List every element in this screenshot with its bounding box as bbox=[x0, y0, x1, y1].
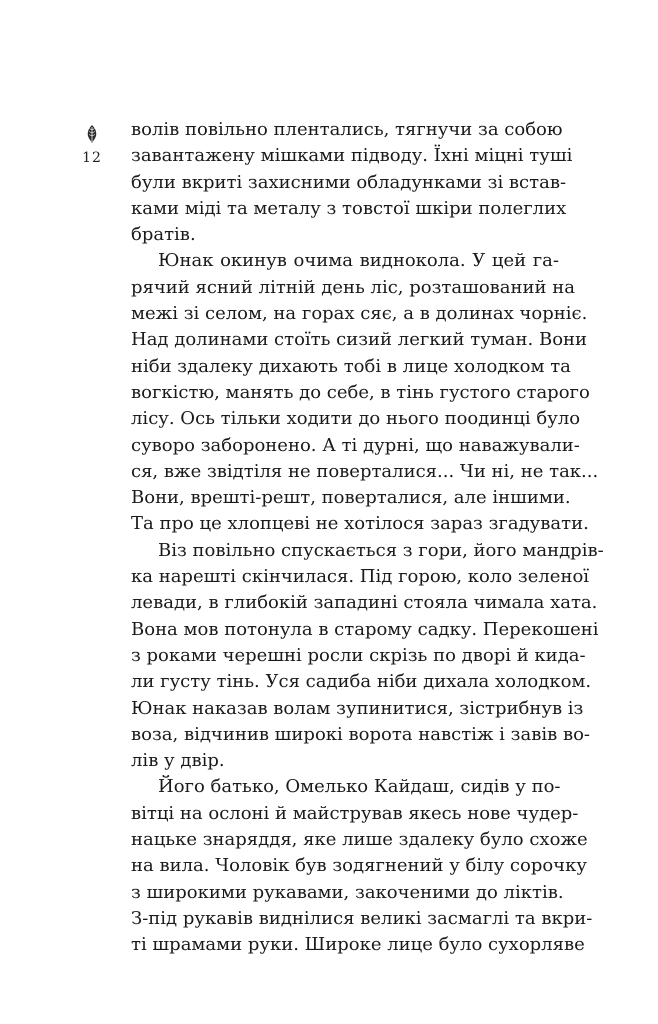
text-line: з роками черешні росли скрізь по дворі й кида- bbox=[131, 644, 586, 666]
text-line: ками міді та металу з товстої шкіри полеглих bbox=[131, 197, 567, 219]
text-line: воза, відчинив широкі ворота навстіж і завів во- bbox=[131, 723, 591, 745]
paragraph bbox=[131, 774, 593, 958]
text-line: завантажену мішками підводу. Їхні міцні туші bbox=[131, 145, 573, 167]
page-margin bbox=[76, 124, 108, 166]
paragraph bbox=[131, 117, 573, 248]
text-line: З-під рукавів виднілися великі засмаглі та вкри- bbox=[131, 907, 593, 929]
text-line: на вила. Чоловік був зодягнений у білу сорочку bbox=[131, 855, 587, 877]
text-line: Юнак наказав волам зупинитися, зістрибнув із bbox=[131, 697, 584, 719]
text-line: межі зі селом, на горах сяє, а в долинах чорніє. bbox=[131, 303, 588, 325]
text-line: Та про це хлопцеві не хотілося зараз згадувати. bbox=[131, 513, 589, 535]
text-line: лісу. Ось тільки ходити до нього поодинці було bbox=[131, 408, 581, 430]
text-line: ті шрамами руки. Широке лице було сухорляве bbox=[131, 934, 585, 956]
body-text bbox=[131, 117, 604, 959]
text-line: ли густу тінь. Уся садиба ніби дихала холодком. bbox=[131, 671, 592, 693]
text-line: ка нарешті скінчилася. Під горою, коло зеленої bbox=[131, 566, 590, 588]
page-number: 12 bbox=[82, 150, 102, 166]
text-line: нацьке знаряддя, яке лише здалеку було схоже bbox=[131, 829, 588, 851]
text-line: суворо заборонено. А ті дурні, що наважували- bbox=[131, 434, 580, 456]
text-line: вітці на ослоні й майстрував якесь нове чудер- bbox=[131, 802, 579, 824]
wheat-ear-icon bbox=[85, 124, 99, 144]
text-line: Віз повільно спускається з гори, його мандрів- bbox=[158, 539, 604, 561]
text-line: волів повільно плентались, тягнучи за собою bbox=[131, 119, 563, 140]
text-line: Вона мов потонула в старому садку. Перекошені bbox=[131, 618, 599, 640]
text-line: левади, в глибокій западині стояла чимала хата. bbox=[131, 592, 598, 614]
text-line: з широкими рукавами, закоченими до ліктів. bbox=[131, 881, 564, 903]
text-line: були вкриті захисними обладунками зі встав- bbox=[131, 171, 567, 193]
text-line: лів у двір. bbox=[131, 750, 225, 772]
text-line: ніби здалеку дихають тобі в лице холодком та bbox=[131, 355, 571, 377]
text-line: Його батько, Омелько Кайдаш, сидів у по- bbox=[158, 776, 561, 798]
text-line: Юнак окинув очима виднокола. У цей га- bbox=[158, 250, 559, 272]
paragraph bbox=[131, 248, 599, 537]
paragraph bbox=[131, 538, 604, 775]
text-line: Над долинами стоїть сизий легкий туман. Вони bbox=[131, 329, 588, 351]
text-line: братів. bbox=[131, 224, 196, 246]
text-line: вогкістю, манять до себе, в тінь густого старого bbox=[131, 381, 590, 403]
text-line: рячий ясний літній день ліс, розташований на bbox=[131, 276, 575, 298]
text-line: ся, вже звідтіля не поверталися... Чи ні, не так... bbox=[131, 460, 599, 482]
text-line: Вони, врешті-решт, поверталися, але іншими. bbox=[131, 487, 571, 509]
